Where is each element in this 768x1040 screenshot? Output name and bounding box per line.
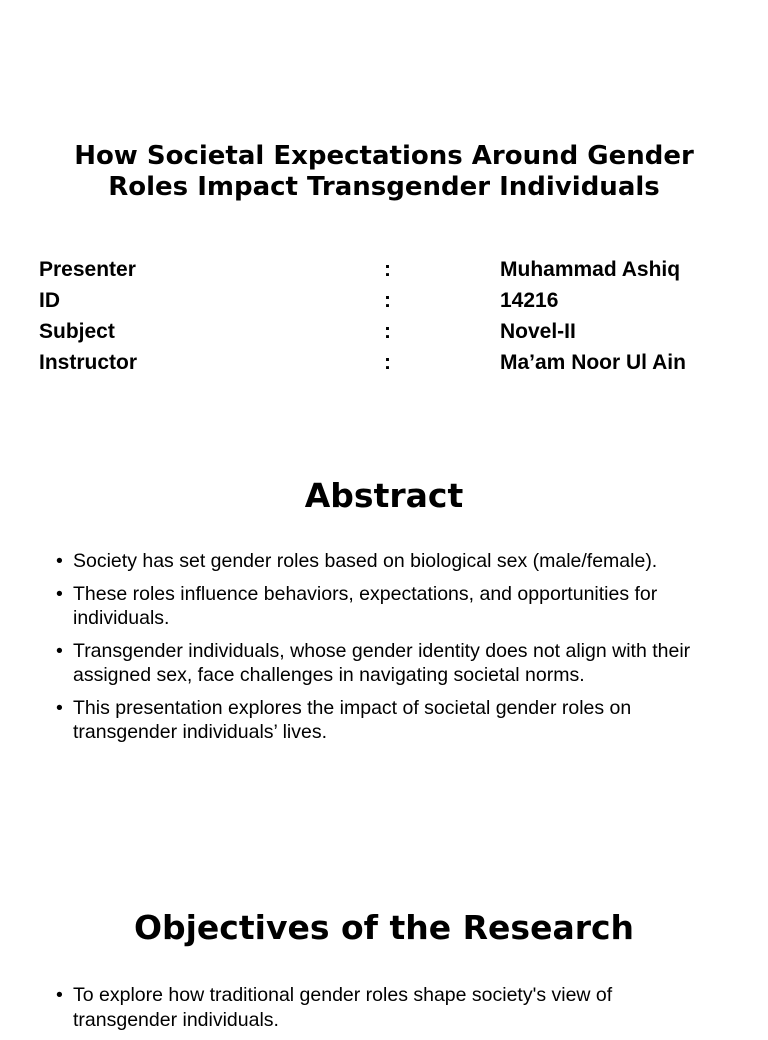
abstract-bullet-list <box>56 549 716 753</box>
list-item <box>56 639 716 688</box>
bullet-icon: • <box>56 984 63 1006</box>
abstract-heading: Abstract <box>304 476 464 515</box>
info-label: Subject <box>39 320 115 343</box>
info-value: Muhammad Ashiq <box>500 258 681 281</box>
info-separator: : <box>384 351 391 374</box>
list-item <box>56 696 716 745</box>
bullet-text: These roles influence behaviors, expectations, and opportunities for individuals. <box>73 582 658 629</box>
info-row-subject <box>39 316 739 347</box>
list-item <box>56 549 716 574</box>
bullet-icon: • <box>56 639 63 662</box>
objectives-heading: Objectives of the Research <box>133 908 635 947</box>
info-value: 14216 <box>500 289 559 312</box>
info-label: Instructor <box>39 351 138 374</box>
info-value: Novel-II <box>500 320 576 343</box>
info-value: Ma’am Noor Ul Ain <box>500 351 686 374</box>
bullet-text: Society has set gender roles based on biological sex (male/female). <box>73 550 658 572</box>
presenter-info-table <box>39 254 739 378</box>
list-item <box>56 582 716 631</box>
bullet-icon: • <box>56 696 63 719</box>
bullet-icon: • <box>56 582 63 605</box>
info-separator: : <box>384 258 391 281</box>
bullet-text: To explore how traditional gender roles shape society's view of transgender individuals. <box>73 984 613 1031</box>
info-row-presenter <box>39 254 739 285</box>
list-item <box>56 983 716 1032</box>
info-label: Presenter <box>39 258 136 281</box>
bullet-icon: • <box>56 550 63 572</box>
bullet-text: This presentation explores the impact of societal gender roles on transgender individuals’ lives. <box>73 696 632 743</box>
info-row-instructor <box>39 347 739 378</box>
objectives-bullet-list <box>56 983 716 1040</box>
info-label: ID <box>39 289 60 312</box>
info-row-id <box>39 285 739 316</box>
slide-title-main: How Societal Expectations Around Gender Roles Impact Transgender Individuals <box>74 141 694 202</box>
bullet-text: Transgender individuals, whose gender identity does not align with their assigned sex, face challenges in navigating societal norms. <box>73 639 691 686</box>
info-separator: : <box>384 289 391 312</box>
info-separator: : <box>384 320 391 343</box>
